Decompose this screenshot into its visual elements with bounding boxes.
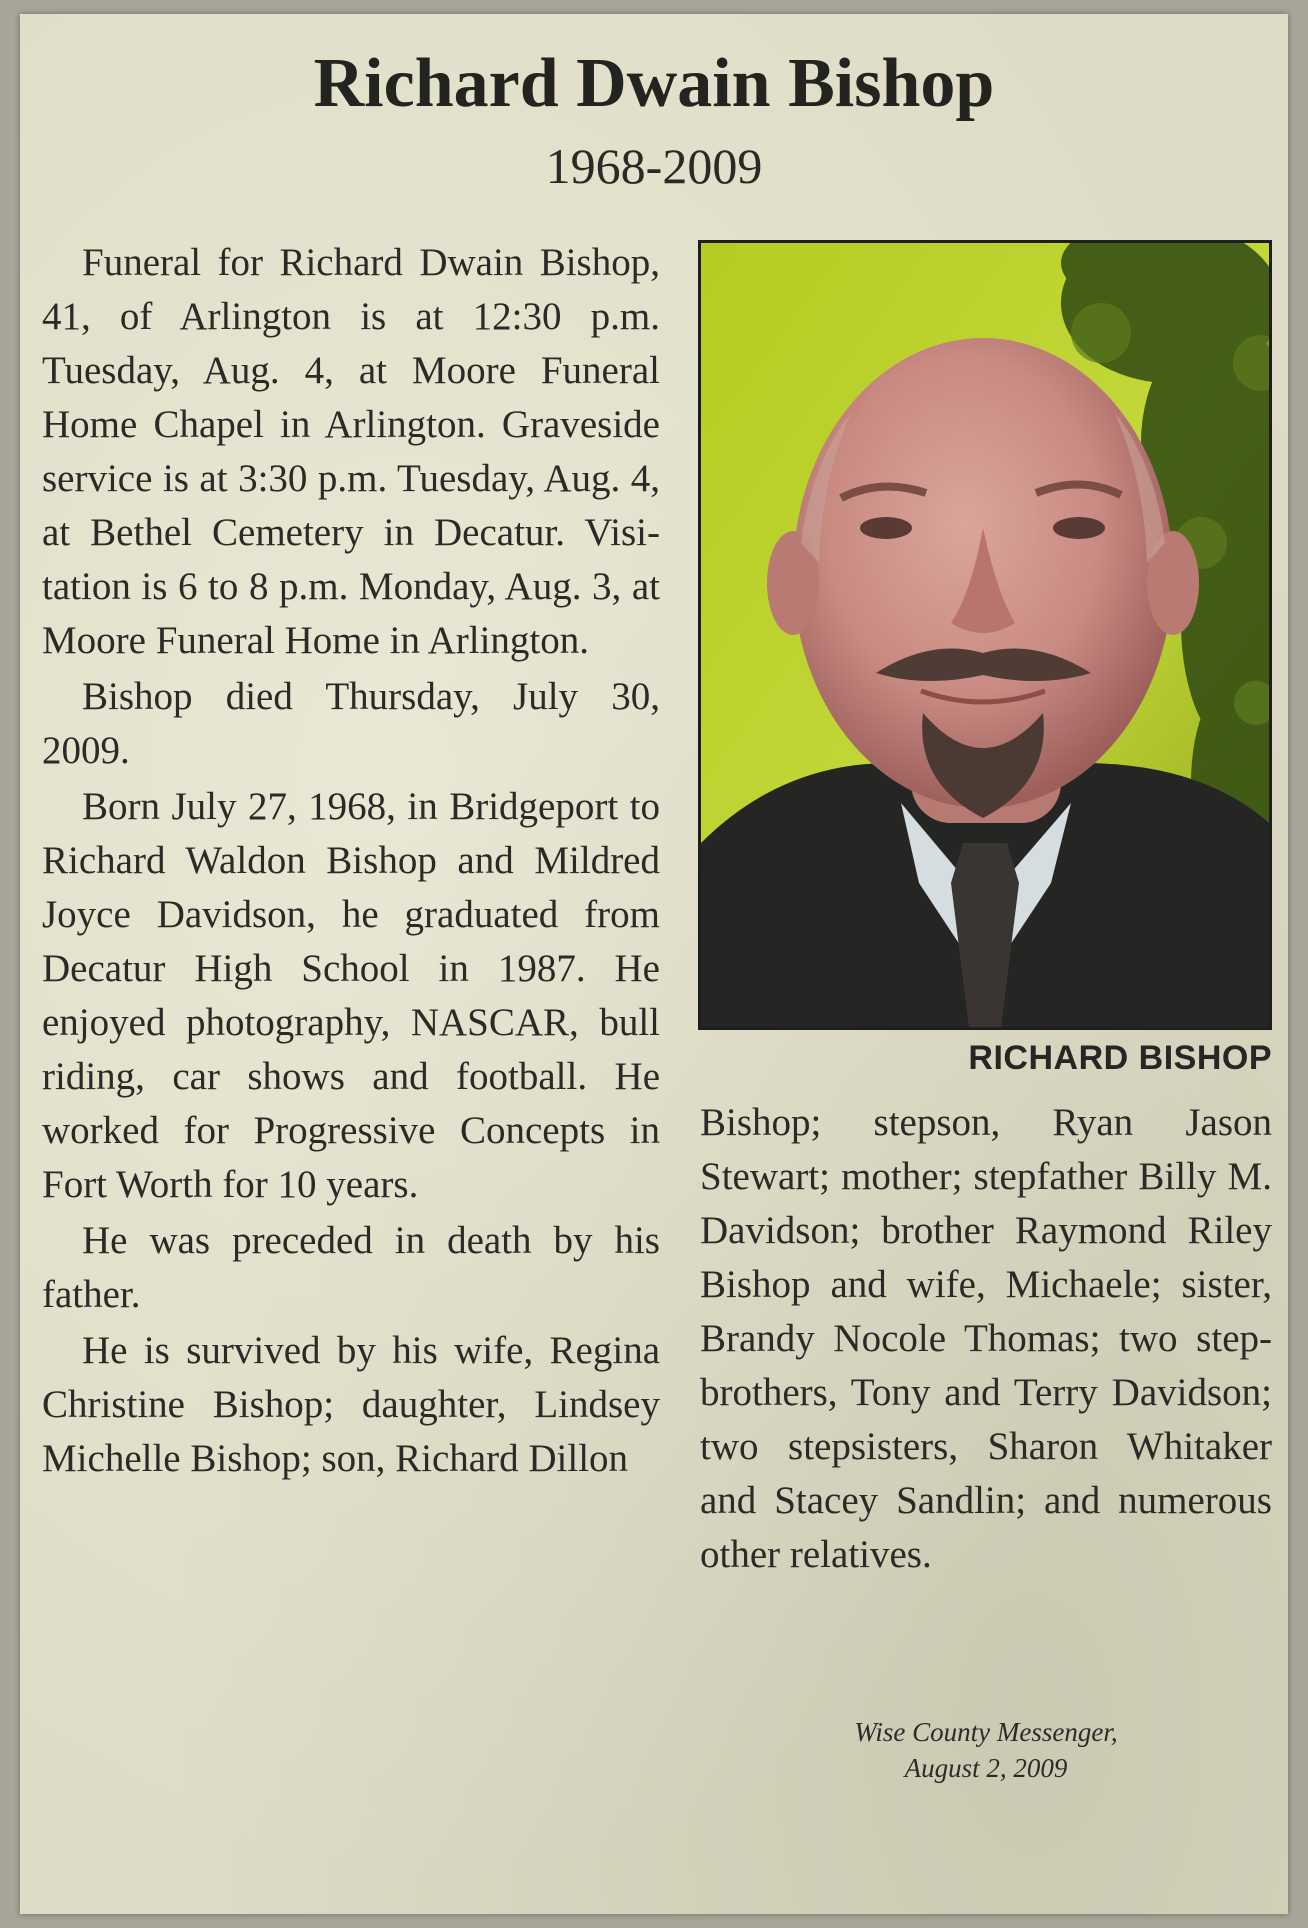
paragraph-preceded-in-death: He was preceded in death by his father. [42, 1219, 660, 1316]
paragraph-survivors-start: He is survived by his wife, Regina Christine Bishop; daughter, Lindsey Michelle Bishop; son, Richard Dillon [42, 1329, 660, 1480]
article-column-right [700, 1096, 1272, 1584]
source-date: August 2, 2009 [904, 1753, 1068, 1783]
paragraph-funeral-details: Funeral for Richard Dwain Bishop, 41, of Arlington is at 12:30 p.m. Tuesday, Aug. 4, at Moore Funeral Home Chapel in Arlington. Graveside service is at 3:30 p.m. Tuesday, Aug. 4, at Bethel Cemetery in Decatur. Visitation is 6 to 8 p.m. Monday, Aug. 3, at Moore Funeral Home in Arlington. [42, 241, 660, 662]
source-publication: Wise County Messenger, [854, 1717, 1118, 1747]
obituary-years: 1968-2009 [545, 138, 763, 194]
source-credit [700, 1714, 1272, 1786]
obituary-headline: Richard Dwain Bishop [313, 45, 995, 122]
paragraph-survivors-continued: Bishop; stepson, Ryan Jason Stewart; mother; stepfather Billy M. Davidson; brother Raymond Riley Bishop and wife, Michaele; sister, Brandy Nocole Thomas; two stepbrothers, Tony and Terry Davidson; two stepsisters, Sharon Whitaker and Stacey Sandlin; and numerous other relatives. [700, 1101, 1272, 1576]
newspaper-clipping [20, 14, 1288, 1914]
article-column-left [42, 236, 660, 1488]
paragraph-death-date: Bishop died Thursday, July 30, 2009. [42, 675, 660, 772]
paragraph-biography: Born July 27, 1968, in Bridgeport to Richard Waldon Bishop and Mildred Joyce Davidson, he graduated from Decatur High School in 1987. He enjoyed photography, NASCAR, bull riding, car shows and football. He worked for Progressive Concepts in Fort Worth for 10 years. [42, 785, 660, 1206]
portrait-photo [698, 240, 1272, 1030]
photo-caption: RICHARD BISHOP [968, 1039, 1272, 1077]
